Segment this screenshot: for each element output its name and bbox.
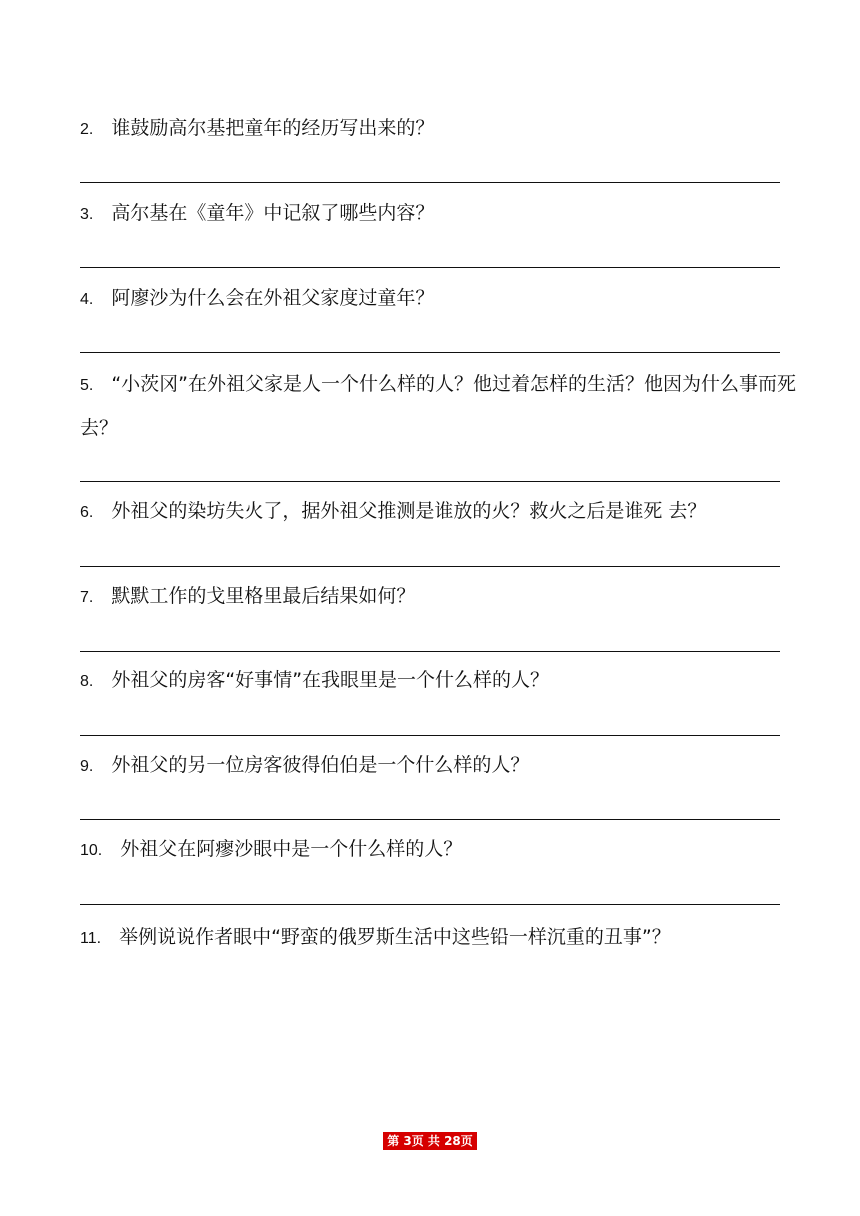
- question-6: [80, 492, 805, 532]
- question-number: 10.: [80, 842, 103, 859]
- question-text: 默默工作的戈里格里最后结果如何？: [111, 585, 416, 607]
- question-number: 4.: [80, 291, 94, 308]
- question-text: 外祖父的染坊失火了，据外祖父推测是谁放的火？救火之后是谁死 去？: [111, 500, 707, 522]
- question-number: 2.: [80, 121, 94, 138]
- question-number: 9.: [80, 758, 94, 775]
- question-2: [80, 109, 805, 149]
- question-text: 阿廖沙为什么会在外祖父家度过童年？: [111, 287, 435, 309]
- answer-line: [80, 267, 780, 268]
- answer-line: [80, 481, 780, 482]
- question-text: 外祖父的房客“好事情”在我眼里是一个什么样的人？: [111, 669, 550, 691]
- question-number: 3.: [80, 206, 94, 223]
- answer-line: [80, 352, 780, 353]
- question-10: [80, 830, 805, 870]
- question-text: 外祖父的另一位房客彼得伯伯是一个什么样的人？: [111, 754, 530, 776]
- page-footer: [0, 1130, 860, 1150]
- question-text: 举例说说作者眼中“野蛮的俄罗斯生活中这些铅一样沉重的丑事”？: [119, 926, 671, 948]
- question-4: [80, 279, 805, 319]
- answer-line: [80, 182, 780, 183]
- question-8: [80, 661, 805, 701]
- question-number: 11.: [80, 930, 102, 947]
- question-5: [80, 363, 805, 450]
- answer-line: [80, 735, 780, 736]
- answer-line: [80, 904, 780, 905]
- answer-line: [80, 566, 780, 567]
- question-9: [80, 746, 805, 786]
- question-text: 高尔基在《童年》中记叙了哪些内容？: [111, 202, 435, 224]
- question-text: 谁鼓励高尔基把童年的经历写出来的？: [111, 117, 435, 139]
- question-11: [80, 915, 760, 961]
- question-number: 8.: [80, 673, 94, 690]
- question-3: [80, 194, 805, 234]
- question-7: [80, 577, 805, 617]
- question-text: “小茨冈”在外祖父家是人一个什么样的人？他过着怎样的生活？他因为什么事而死去？: [80, 373, 797, 439]
- question-number: 7.: [80, 589, 94, 606]
- question-number: 6.: [80, 504, 94, 521]
- page-number-badge: 第 3页 共 28页: [383, 1132, 477, 1150]
- answer-line: [80, 819, 780, 820]
- answer-line: [80, 651, 780, 652]
- question-number: 5.: [80, 377, 94, 394]
- question-text: 外祖父在阿瘳沙眼中是一个什么样的人？: [120, 838, 463, 860]
